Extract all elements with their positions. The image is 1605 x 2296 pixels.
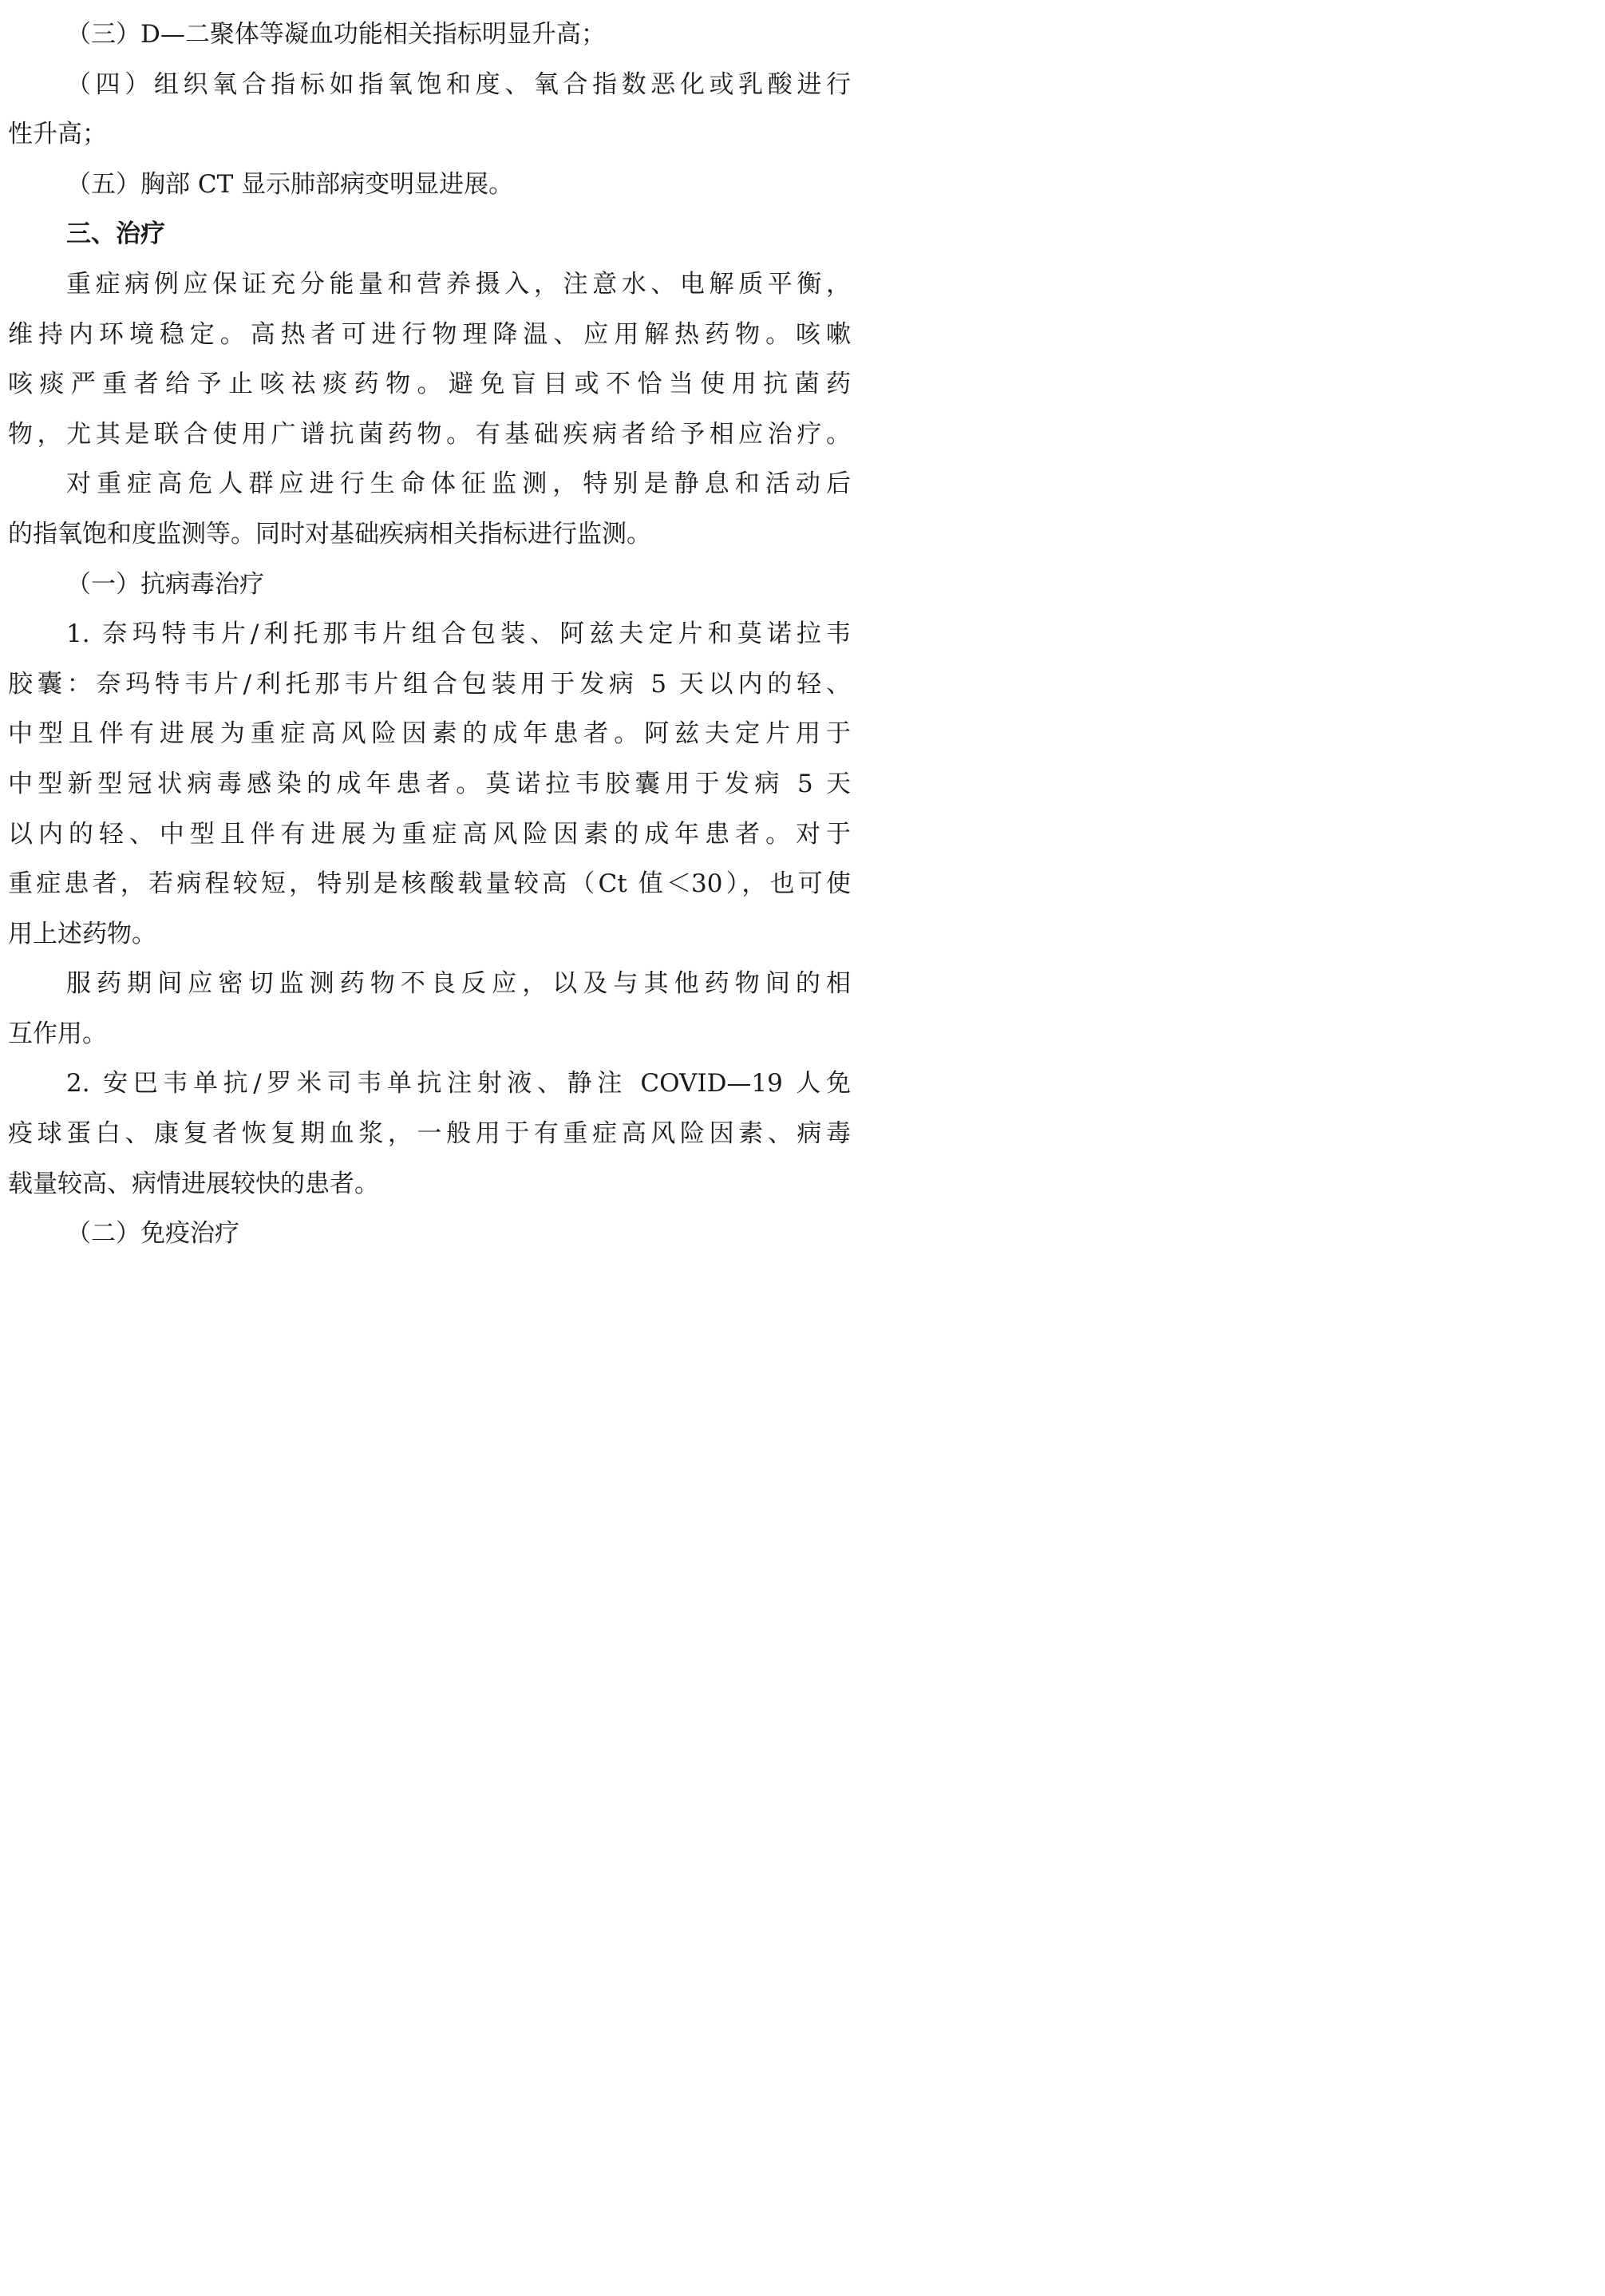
text-line: 维持内环境稳定。高热者可进行物理降温、应用解热药物。咳嗽 xyxy=(8,319,851,349)
list-item-three xyxy=(8,10,851,60)
paragraph-general-treatment xyxy=(8,259,851,459)
text-line: 服药期间应密切监测药物不良反应，以及与其他药物间的相 xyxy=(66,969,851,999)
paragraph-monitoring xyxy=(8,459,851,559)
text-line: 性升高； xyxy=(8,120,107,149)
paragraph-adverse-reactions xyxy=(8,959,851,1059)
text-line: 中型且伴有进展为重症高风险因素的成年患者。阿兹夫定片用于 xyxy=(8,719,851,749)
text-line: 对重症高危人群应进行生命体征监测，特别是静息和活动后 xyxy=(66,469,851,499)
text-line: （三）D—二聚体等凝血功能相关指标明显升高； xyxy=(66,20,606,49)
section-heading-treatment xyxy=(8,209,851,259)
text-line: 疫球蛋白、康复者恢复期血浆，一般用于有重症高风险因素、病毒 xyxy=(8,1119,851,1149)
text-line: （五）胸部 CT 显示肺部病变明显进展。 xyxy=(66,169,514,199)
text-line: 胶囊：奈玛特韦片/利托那韦片组合包装用于发病 5 天以内的轻、 xyxy=(8,669,851,699)
paragraph-antibody-therapy xyxy=(8,1059,851,1209)
text-line: （四）组织氧合指标如指氧饱和度、氧合指数恶化或乳酸进行 xyxy=(66,69,851,99)
text-line: 用上述药物。 xyxy=(8,919,156,948)
text-line: 咳痰严重者给予止咳祛痰药物。避免盲目或不恰当使用抗菌药 xyxy=(8,370,851,399)
text-line: 重症患者，若病程较短，特别是核酸载量较高（Ct 值＜30），也可使 xyxy=(8,869,851,899)
document-page xyxy=(8,10,851,1259)
paragraph-antiviral-drugs xyxy=(8,609,851,959)
text-line: 2. 安巴韦单抗/罗米司韦单抗注射液、静注 COVID—19 人免 xyxy=(66,1069,851,1099)
text-line: 重症病例应保证充分能量和营养摄入，注意水、电解质平衡， xyxy=(66,269,851,299)
subheading-text: （一）抗病毒治疗 xyxy=(66,569,264,599)
text-line: 物，尤其是联合使用广谱抗菌药物。有基础疾病者给予相应治疗。 xyxy=(8,419,851,449)
subsection-heading-antiviral xyxy=(8,560,851,610)
text-line: 以内的轻、中型且伴有进展为重症高风险因素的成年患者。对于 xyxy=(8,819,851,849)
list-item-five xyxy=(8,160,851,210)
subheading-text: （二）免疫治疗 xyxy=(66,1219,239,1249)
text-line: 中型新型冠状病毒感染的成年患者。莫诺拉韦胶囊用于发病 5 天 xyxy=(8,769,851,798)
subsection-heading-immunotherapy xyxy=(8,1209,851,1259)
text-line: 互作用。 xyxy=(8,1019,107,1048)
heading-text: 三、治疗 xyxy=(66,220,165,249)
list-item-four xyxy=(8,60,851,160)
text-line: 1. 奈玛特韦片/利托那韦片组合包装、阿兹夫定片和莫诺拉韦 xyxy=(66,620,851,649)
text-line: 载量较高、病情进展较快的患者。 xyxy=(8,1169,379,1198)
text-line: 的指氧饱和度监测等。同时对基础疾病相关指标进行监测。 xyxy=(8,519,651,548)
